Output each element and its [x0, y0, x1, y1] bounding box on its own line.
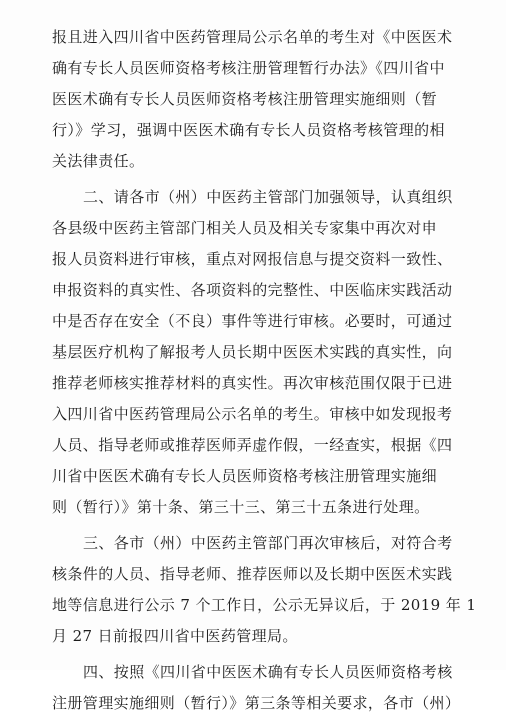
text-line: 申报资料的真实性、各项资料的完整性、中医临床实践活动	[52, 281, 453, 299]
paragraph-4	[52, 657, 462, 719]
text-line: 月 27 日前报四川省中医药管理局。	[52, 627, 298, 645]
paragraph-2	[52, 182, 462, 523]
text-line: 三、各市（州）中医药主管部门再次审核后，对符合考	[83, 534, 453, 552]
text-line: 行）》学习，强调中医医术确有专长人员资格考核管理的相	[52, 121, 445, 139]
text-line: 基层医疗机构了解报考人员长期中医医术实践的真实性，向	[52, 343, 453, 361]
text-line: 报且进入四川省中医药管理局公示名单的考生对《中医医术	[52, 28, 453, 46]
text-line: 确有专长人员医师资格考核注册管理暂行办法》《四川省中	[52, 59, 445, 77]
document-body	[52, 22, 477, 719]
paragraph-1	[52, 22, 462, 177]
text-line: 四、按照《四川省中医医术确有专长人员医师资格考核	[83, 663, 453, 681]
text-line: 二、请各市（州）中医药主管部门加强领导，认真组织	[83, 188, 453, 206]
text-line: 人员、指导老师或推荐医师弄虚作假，一经查实，根据《四	[52, 436, 453, 454]
text-line: 报人员资料进行审核，重点对网报信息与提交资料一致性、	[52, 250, 453, 268]
text-line: 则（暂行）》第十条、第三十三、第三十五条进行处理。	[52, 498, 430, 516]
text-line: 地等信息进行公示 7 个工作日，公示无异议后，于 2019 年 1	[52, 596, 477, 614]
text-line: 医医术确有专长人员医师资格考核注册管理实施细则（暂	[52, 90, 438, 108]
text-line: 推荐老师核实推荐材料的真实性。再次审核范围仅限于已进	[52, 374, 453, 392]
text-line: 入四川省中医药管理局公示名单的考生。审核中如发现报考	[52, 405, 453, 423]
text-line: 各县级中医药主管部门相关人员及相关专家集中再次对申	[52, 219, 438, 237]
text-line: 川省中医医术确有专长人员医师资格考核注册管理实施细	[52, 467, 438, 485]
text-line: 注册管理实施细则（暂行）》第三条等相关要求，各市（州）	[52, 694, 461, 712]
text-line: 中是否存在安全（不良）事件等进行审核。必要时，可通过	[52, 312, 453, 330]
text-line: 核条件的人员、指导老师、推荐医师以及长期中医医术实践	[52, 565, 453, 583]
paragraph-3	[52, 528, 477, 652]
text-line: 关法律责任。	[52, 152, 145, 170]
